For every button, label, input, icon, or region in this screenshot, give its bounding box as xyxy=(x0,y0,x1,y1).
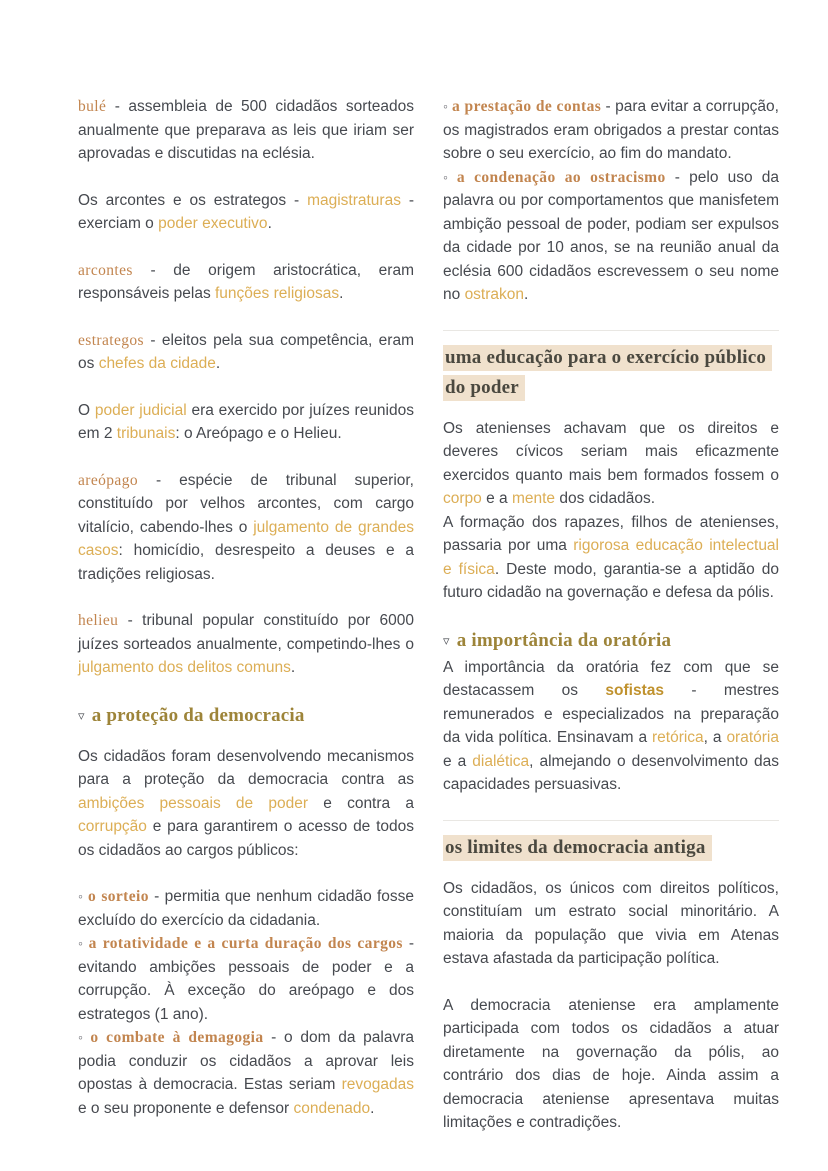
definition-bule: bulé - assembleia de 500 cidadãos sorteados anualmente que preparava as leis que iriam ser aprovadas e discutidas na eclésia. xyxy=(78,98,414,162)
section-divider xyxy=(443,820,779,821)
paragraph-mecanismos: Os cidadãos foram desenvolvendo mecanismos para a proteção da democracia contra as ambições pessoais de poder e contra a corrupção e para garantirem o acesso de todos os cidadãos ao cargos públicos: xyxy=(78,747,414,859)
two-column-layout xyxy=(78,95,779,1158)
definition-helieu: helieu - tribunal popular constituído por 6000 juízes sorteados anualmente, competindo-lhes o julgamento dos delitos comuns. xyxy=(78,612,414,676)
paragraph-poder-judicial: O poder judicial era exercido por juízes reunidos em 2 tribunais: o Areópago e o Helieu. xyxy=(78,401,414,442)
bullet-icon: ◦ xyxy=(78,935,85,951)
section-heading-label: a importância da oratória xyxy=(456,629,672,651)
toggle-triangle-icon: ▿ xyxy=(78,707,85,723)
definition-areopago: areópago - espécie de tribunal superior, constituído por velhos arcontes, com cargo vitalício, cabendo-lhes o julgamento de grandes casos: homicídio, desrespeito a deuses e a tradições religiosas. xyxy=(78,471,414,583)
bullet-icon: ◦ xyxy=(78,1029,87,1045)
bullet-item-prestacao-contas: ◦ a prestação de contas - para evitar a corrupção, os magistrados eram obrigados a prestar contas sobre o seu exercício, ao fim do mandato. xyxy=(443,98,779,162)
paragraph-democracia-participada: A democracia ateniense era amplamente participada com todos os cidadãos a atuar diretamente na governação da pólis, ao contrário dos dias de hoje. Ainda assim a democracia ateniense apresentava muitas limitações e contradições. xyxy=(443,996,779,1131)
section-divider xyxy=(443,330,779,331)
highlighted-heading-educacao xyxy=(443,343,779,403)
bullet-item-rotatividade: ◦ a rotatividade e a curta duração dos cargos - evitando ambições pessoais de poder e a corrupção. À exceção do areópago e dos estrategos (1 ano). xyxy=(78,935,414,1023)
section-heading-importancia-oratoria xyxy=(443,628,779,654)
definition-arcontes: arcontes - de origem aristocrática, eram responsáveis pelas funções religiosas. xyxy=(78,261,414,302)
paragraph-arcontes-estrategos: Os arcontes e os estrategos - magistraturas - exerciam o poder executivo. xyxy=(78,191,415,232)
section-heading-protecao-democracia xyxy=(78,703,414,729)
left-column xyxy=(78,95,414,1158)
bullet-icon: ◦ xyxy=(78,888,84,904)
paragraph-sofistas: A importância da oratória fez com que se destacassem os sofistas - mestres remunerados e especializados na preparação da vida política. Ensinavam a retórica, a oratória e a dialética, almejando o desenvolvimento das capacidades persuasivas. xyxy=(443,658,779,793)
paragraph-atenienses-direitos: Os atenienses achavam que os direitos e deveres cívicos seriam mais eficazmente exercidos quanto mais bem formados fossem o corpo e a mente dos cidadãos. xyxy=(443,419,779,507)
definition-estrategos: estrategos - eleitos pela sua competência, eram os chefes da cidade. xyxy=(78,331,414,372)
bullet-item-condenacao-ostracismo: ◦ a condenação ao ostracismo - pelo uso da palavra ou por comportamentos que manisfetem ambição pessoal de poder, podiam ser expulsos da cidade por 10 anos, se na reunião anual da eclésia 600 cidadãos escrevessem o seu nome no ostrakon. xyxy=(443,168,779,303)
bullet-item-combate-demagogia: ◦ o combate à demagogia - o dom da palavra podia conduzir os cidadãos a aprovar leis opostas à democracia. Estas seriam revogadas e o seu proponente e defensor condenado. xyxy=(78,1029,414,1117)
right-column xyxy=(443,95,779,1158)
paragraph-formacao-rapazes: A formação dos rapazes, filhos de atenienses, passaria por uma rigorosa educação intelectual e física. Deste modo, garantia-se a aptidão do futuro cidadão na governação e defesa da pólis. xyxy=(443,513,779,601)
bullet-icon: ◦ xyxy=(443,98,449,114)
highlighted-heading-label: uma educação para o exercício público do poder xyxy=(443,345,772,401)
toggle-triangle-icon: ▿ xyxy=(443,632,450,648)
highlighted-heading-label: os limites da democracia antiga xyxy=(443,835,712,861)
bullet-icon: ◦ xyxy=(443,168,453,185)
paragraph-cidadaos-minoritario: Os cidadãos, os únicos com direitos políticos, constituíam um estrato social minoritário. A maioria da população que vivia em Atenas estava afastada da participação política. xyxy=(443,879,779,967)
bullet-item-sorteio: ◦ o sorteio - permitia que nenhum cidadão fosse excluído do exercício da cidadania. xyxy=(78,888,415,929)
section-heading-label: a proteção da democracia xyxy=(91,704,305,726)
highlighted-heading-limites xyxy=(443,833,779,863)
